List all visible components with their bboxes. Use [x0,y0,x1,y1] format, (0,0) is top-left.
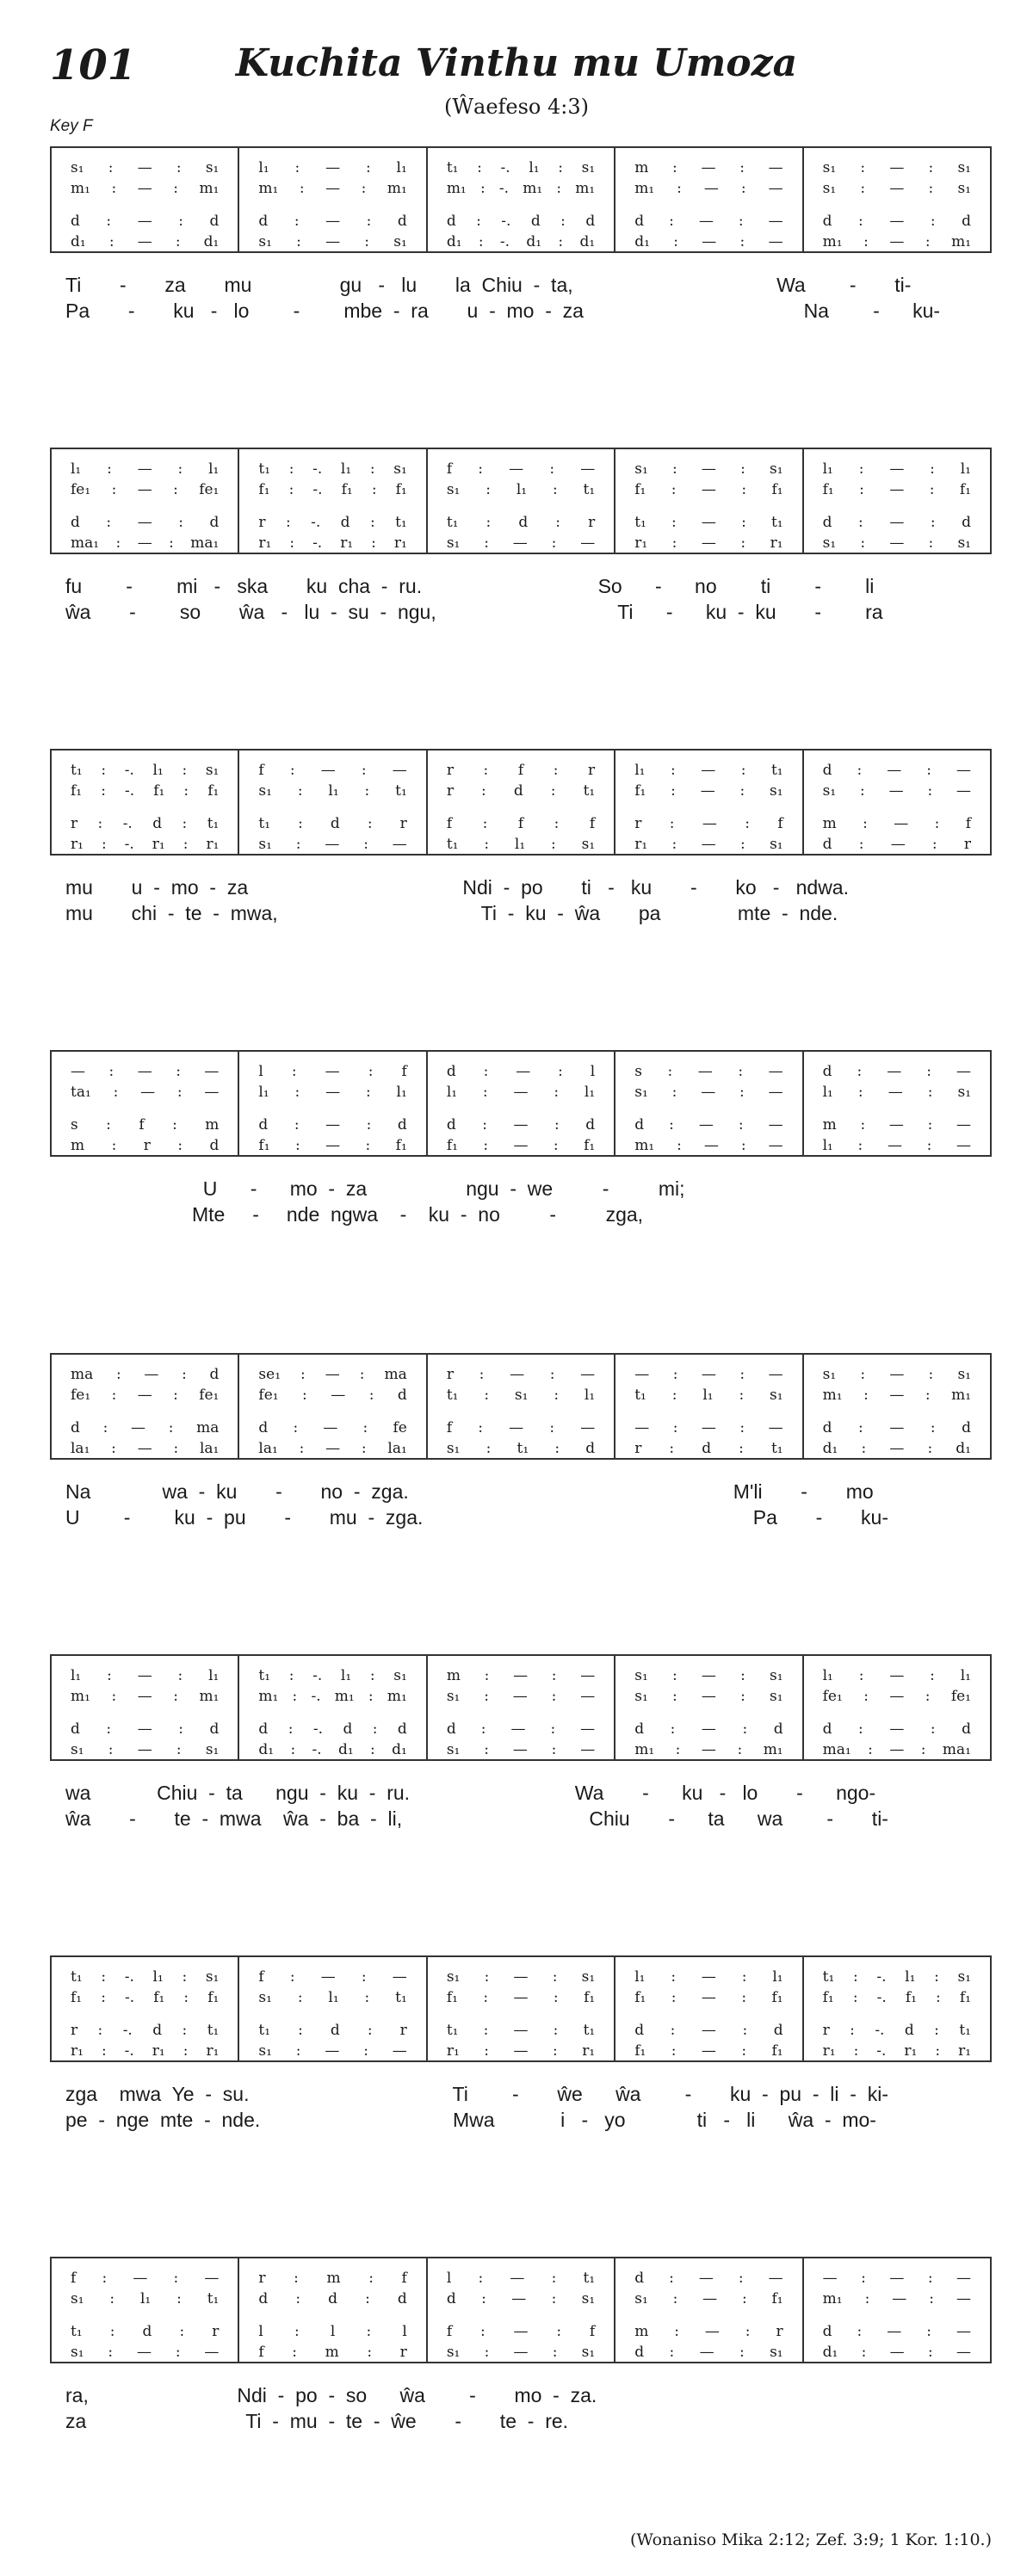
measure [238,449,425,553]
voice-line: s : f : m [71,1116,220,1134]
lyric-line: mu chi - te - mwa, Ti - ku - ŵa pa mte - nde. [65,902,838,924]
voice-line: d : d : d [258,2290,407,2307]
voice-line: s₁ : — : s₁ [822,180,971,197]
voice-line: la₁ : — : la₁ [71,1440,220,1457]
lyrics [65,1780,992,1832]
voice-line: r₁ : -. r₁ : r₁ [71,2042,220,2060]
voice-line: fe₁ : — : fe₁ [822,1688,971,1705]
hymn-number: 101 [50,41,137,90]
voice-line: t₁ : l₁ : s₁ [446,836,596,853]
voice-line: l₁ : — : l₁ [258,1084,407,1101]
lyrics [65,272,992,324]
voice-line: r : m : f [258,2270,407,2287]
voice-line: — : — : — [822,2270,972,2287]
voice-line: s₁ : l₁ : t₁ [71,2290,220,2307]
voice-line: f : — : — [446,460,596,478]
voice-line: s₁ : — : — [446,1741,596,1758]
voice-line: r : d : t₁ [446,782,596,800]
voice-line: f₁ : -. f₁ : f₁ [71,782,220,800]
voice-line: r : — : — [446,1366,596,1383]
measure [52,1656,238,1759]
voice-line: l₁ : — : l₁ [822,460,971,478]
voice-line: d : — : d [71,1720,220,1738]
voice-line: l₁ : — : l₁ [822,1667,971,1684]
lyrics [65,2382,992,2434]
staff-box [50,1654,992,1761]
voice-line: — : — : — [634,1419,783,1436]
measure [614,449,801,553]
voice-line: m₁ : — : m₁ [634,1741,783,1758]
voice-line: l : l : l [258,2323,407,2340]
voice-line: m₁ : -. m₁ : m₁ [258,1688,407,1705]
voice-line: d : — : d [258,1116,407,1134]
lyric-line: Mte - nde ngwa - ku - no - zga, [65,1203,644,1226]
voice-line: f : — : — [446,1419,596,1436]
voice-line: d₁ : — : — [634,233,783,250]
voice-line: f₁ : — : f₁ [822,481,971,498]
voice-line: f₁ : -. f₁ : f₁ [71,1989,220,2006]
voice-line: t₁ : d : r [446,514,596,531]
scripture-reference: (Ŵaefeso 4:3) [443,95,589,119]
key-signature: Key F [50,117,93,135]
voice-line: s₁ : — : — [446,1688,596,1705]
voice-line: l : — : t₁ [446,2270,596,2287]
voice-line: s₁ : l₁ : t₁ [258,1989,407,2006]
lyrics [65,874,992,926]
voice-line: s₁ : — : — [822,782,972,800]
voice-line: m₁ : — : — [822,2290,972,2307]
voice-line: f₁ : -. f₁ : f₁ [258,481,407,498]
voice-line: t₁ : -. l₁ : s₁ [71,1968,220,1986]
voice-line: d : — : d [258,213,407,230]
voice-line: d : — : — [634,2270,783,2287]
voice-line: f : — : — [258,1968,407,1986]
voice-line: m₁ : -. m₁ : m₁ [446,180,596,197]
lyric-line: U - ku - pu - mu - zga. Pa - ku- [65,1506,888,1529]
voice-line: t₁ : — : t₁ [446,2022,596,2039]
voice-line: t₁ : — : t₁ [634,514,783,531]
voice-line: r₁ : — : s₁ [634,836,783,853]
measure [426,1957,614,2060]
voice-line: s₁ : — : s₁ [446,2344,596,2361]
measure [426,148,614,251]
voice-line: m₁ : — : m₁ [71,180,220,197]
voice-line: l₁ : — : — [822,1137,971,1154]
lyrics [65,1176,992,1227]
staff-box [50,146,992,253]
voice-line: s₁ : — : s₁ [634,460,783,478]
lyrics [65,2081,992,2133]
measure [426,751,614,854]
voice-line: d : — : l [446,1063,596,1080]
measure [52,1052,238,1155]
voice-line: t₁ : d : r [71,2323,220,2340]
measure [426,449,614,553]
measure [802,1957,990,2060]
voice-line: m : r : d [71,1137,220,1154]
voice-line: d : — : r [822,836,971,853]
voice-line: t₁ : -. l₁ : s₁ [71,762,220,779]
voice-line: s₁ : t₁ : d [446,1440,596,1457]
measure [614,148,801,251]
voice-line: d : — : — [446,1720,596,1738]
voice-line: r₁ : -. r₁ : r₁ [822,2042,972,2060]
voice-line: d : — : fe [258,1419,407,1436]
measure [426,1656,614,1759]
voice-line: t₁ : d : r [258,2022,407,2039]
voice-line: f : f : f [446,815,596,832]
voice-line: l : — : f [258,1063,407,1080]
lyric-line: mu u - mo - za Ndi - po ti - ku - ko - ndwa. [65,876,849,899]
voice-line: s₁ : — : s₁ [71,159,220,176]
voice-line: r : -. d : t₁ [71,2022,220,2039]
voice-line: l₁ : — : t₁ [634,762,783,779]
measure [614,1957,801,2060]
voice-line: se₁ : — : ma [258,1366,407,1383]
measure [802,449,990,553]
voice-line: d : — : — [822,1063,971,1080]
measure [802,1052,990,1155]
measure [802,751,990,854]
lyric-line: Na wa - ku - no - zga. M'li - mo [65,1480,874,1503]
voice-line: m₁ : — : — [634,180,783,197]
voice-line: d : — : s₁ [634,2344,783,2361]
lyric-line: Ti - za mu gu - lu la Chiu - ta, Wa - ti- [65,274,912,296]
voice-line: s : — : — [634,1063,783,1080]
voice-line: s₁ : — : s₁ [822,159,971,176]
voice-line: d : — : d [822,1419,971,1436]
voice-line: d : — : d [634,2022,783,2039]
voice-line: d : — : d [446,1116,596,1134]
lyric-line: ŵa - so ŵa - lu - su - ngu, Ti - ku - ku - ra [65,601,883,623]
voice-line: la₁ : — : la₁ [258,1440,407,1457]
voice-line: f₁ : — : s₁ [634,782,783,800]
measure [52,751,238,854]
voice-line: l₁ : — : l₁ [258,159,407,176]
voice-line: l₁ : — : l₁ [71,460,220,478]
voice-line: s₁ : — : — [71,2344,220,2361]
hymn-title: Kuchita Vinthu mu Umoza [235,41,798,85]
voice-line: d : — : d [822,1720,971,1738]
voice-line: fe₁ : — : d [258,1387,407,1404]
measure [52,1957,238,2060]
voice-line: m : — : — [446,1667,596,1684]
voice-line: s₁ : — : s₁ [634,1667,783,1684]
voice-line: l₁ : — : l₁ [634,1968,783,1986]
voice-line: r : d : t₁ [634,1440,783,1457]
voice-line: d : — : d [634,1720,783,1738]
lyrics [65,573,992,625]
voice-line: m : — : f [822,815,972,832]
measure [614,751,801,854]
voice-line: d : -. d : d [446,213,596,230]
voice-line: d₁ : -. d₁ : d₁ [258,1741,407,1758]
voice-line: ma₁ : — : ma₁ [71,534,220,552]
measure [238,1355,425,1458]
voice-line: f : m : r [258,2344,407,2361]
measure [614,2258,801,2362]
voice-line: r : — : f [634,815,783,832]
voice-line: l₁ : — : l₁ [446,1084,596,1101]
voice-line: f₁ : — : f₁ [634,2042,783,2060]
voice-line: f : — : — [258,762,407,779]
lyrics [65,1479,992,1530]
voice-line: d : — : — [822,2323,971,2340]
voice-line: s₁ : l₁ : t₁ [258,782,407,800]
voice-line: l₁ : — : s₁ [822,1084,972,1101]
measure [52,1355,238,1458]
voice-line: r : f : r [446,762,596,779]
voice-line: r₁ : — : r₁ [446,2042,596,2060]
voice-line: s₁ : — : s₁ [822,1366,971,1383]
voice-line: m₁ : — : m₁ [258,180,407,197]
cross-references: (Wonaniso Mika 2:12; Zef. 3:9; 1 Kor. 1:10.) [629,2530,992,2549]
staff-box [50,448,992,554]
lyric-line: Pa - ku - lo - mbe - ra u - mo - za Na - ku- [65,300,941,322]
voice-line: ta₁ : — : — [71,1084,220,1101]
voice-line: fe₁ : — : fe₁ [71,1387,220,1404]
voice-line: t₁ : -. l₁ : s₁ [822,1968,971,1986]
lyric-line: wa Chiu - ta ngu - ku - ru. Wa - ku - lo - ngo- [65,1782,876,1804]
voice-line: f : — : f [446,2323,596,2340]
staff-box [50,1353,992,1460]
voice-line: f₁ : — : f₁ [634,1989,783,2006]
voice-line: m₁ : — : — [634,1137,783,1154]
measure [426,2258,614,2362]
voice-line: m₁ : — : m₁ [822,1387,972,1404]
voice-line: r₁ : -. r₁ : r₁ [71,836,220,853]
voice-line: f : — : — [71,2270,220,2287]
voice-line: d : — : d [822,514,971,531]
voice-line: r : -. d : t₁ [71,815,220,832]
lyric-line: pe - nge mte - nde. Mwa i - yo ti - li ŵa - mo- [65,2109,876,2131]
voice-line: f₁ : — : f₁ [446,1137,596,1154]
voice-line: — : — : — [71,1063,220,1080]
measure [802,2258,990,2362]
voice-line: d₁ : -. d₁ : d₁ [446,233,596,250]
measure [802,148,990,251]
measure [52,449,238,553]
voice-line: r : -. d : t₁ [258,514,407,531]
voice-line: s₁ : — : s₁ [446,1968,596,1986]
voice-line: d₁ : — : d₁ [71,233,220,250]
measure [426,1355,614,1458]
voice-line: fe₁ : — : fe₁ [71,481,220,498]
staff-box [50,1050,992,1157]
measure [238,1052,425,1155]
staff-box [50,749,992,856]
lyric-line: ŵa - te - mwa ŵa - ba - li, Chiu - ta wa - ti- [65,1807,888,1830]
measure [614,1656,801,1759]
voice-line: d : -. d : d [258,1720,407,1738]
voice-line: d₁ : — : d₁ [822,1440,971,1457]
voice-line: r : -. d : t₁ [822,2022,971,2039]
voice-line: m₁ : — : m₁ [71,1688,220,1705]
voice-line: t₁ : l₁ : s₁ [634,1387,783,1404]
voice-line: ma : — : d [71,1366,220,1383]
voice-line: ma₁ : — : ma₁ [822,1741,971,1758]
voice-line: f₁ : -. f₁ : f₁ [822,1989,971,2006]
voice-line: s₁ : — : — [258,836,407,853]
measure [802,1656,990,1759]
staff-box [50,2257,992,2363]
measure [238,148,425,251]
measure [52,148,238,251]
measure [802,1355,990,1458]
voice-line: d₁ : — : — [822,2344,971,2361]
voice-line: — : — : — [634,1366,783,1383]
voice-line: f₁ : — : f₁ [446,1989,596,2006]
voice-line: d : — : d [71,213,220,230]
voice-line: r₁ : — : r₁ [634,534,783,552]
voice-line: t₁ : d : r [258,815,407,832]
measure [238,1656,425,1759]
voice-line: s₁ : l₁ : t₁ [446,481,596,498]
lyric-line: U - mo - za ngu - we - mi; [65,1177,685,1200]
voice-line: t₁ : -. l₁ : s₁ [258,460,407,478]
voice-line: m : — : r [634,2323,783,2340]
staff-box [50,1955,992,2062]
voice-line: s₁ : — : s₁ [258,233,407,250]
voice-line: d : — : ma [71,1419,220,1436]
voice-line: f₁ : — : f₁ [634,481,783,498]
measure [52,2258,238,2362]
voice-line: d : — : — [634,1116,783,1134]
voice-line: d : — : — [634,213,783,230]
lyric-line: fu - mi - ska ku cha - ru. So - no ti - li [65,575,875,597]
lyric-line: zga mwa Ye - su. Ti - ŵe ŵa - ku - pu - li - ki- [65,2083,889,2105]
voice-line: d : — : — [822,762,971,779]
voice-line: t₁ : -. l₁ : s₁ [258,1667,407,1684]
voice-line: d : — : d [822,213,971,230]
voice-line: f₁ : — : f₁ [258,1137,407,1154]
voice-line: s₁ : — : f₁ [634,2290,783,2307]
voice-line: t₁ : -. l₁ : s₁ [446,159,596,176]
measure [614,1052,801,1155]
measure [238,2258,425,2362]
voice-line: s₁ : — : — [258,2042,407,2060]
voice-line: s₁ : — : — [634,1084,783,1101]
lyric-line: za Ti - mu - te - ŵe - te - re. [65,2410,569,2432]
voice-line: t₁ : s₁ : l₁ [446,1387,596,1404]
voice-line: m₁ : — : m₁ [822,233,972,250]
voice-line: m : — : — [634,159,783,176]
measure [238,1957,425,2060]
voice-line: d : — : s₁ [446,2290,596,2307]
measure [614,1355,801,1458]
lyric-line: ra, Ndi - po - so ŵa - mo - za. [65,2384,597,2406]
voice-line: r₁ : -. r₁ : r₁ [258,534,407,552]
voice-line: s₁ : — : s₁ [634,1688,783,1705]
voice-line: d : — : d [71,514,220,531]
voice-line: s₁ : — : s₁ [71,1741,220,1758]
voice-line: s₁ : — : — [446,534,596,552]
voice-line: s₁ : — : s₁ [822,534,971,552]
voice-line: l₁ : — : l₁ [71,1667,220,1684]
measure [426,1052,614,1155]
voice-line: m : — : — [822,1116,972,1134]
measure [238,751,425,854]
